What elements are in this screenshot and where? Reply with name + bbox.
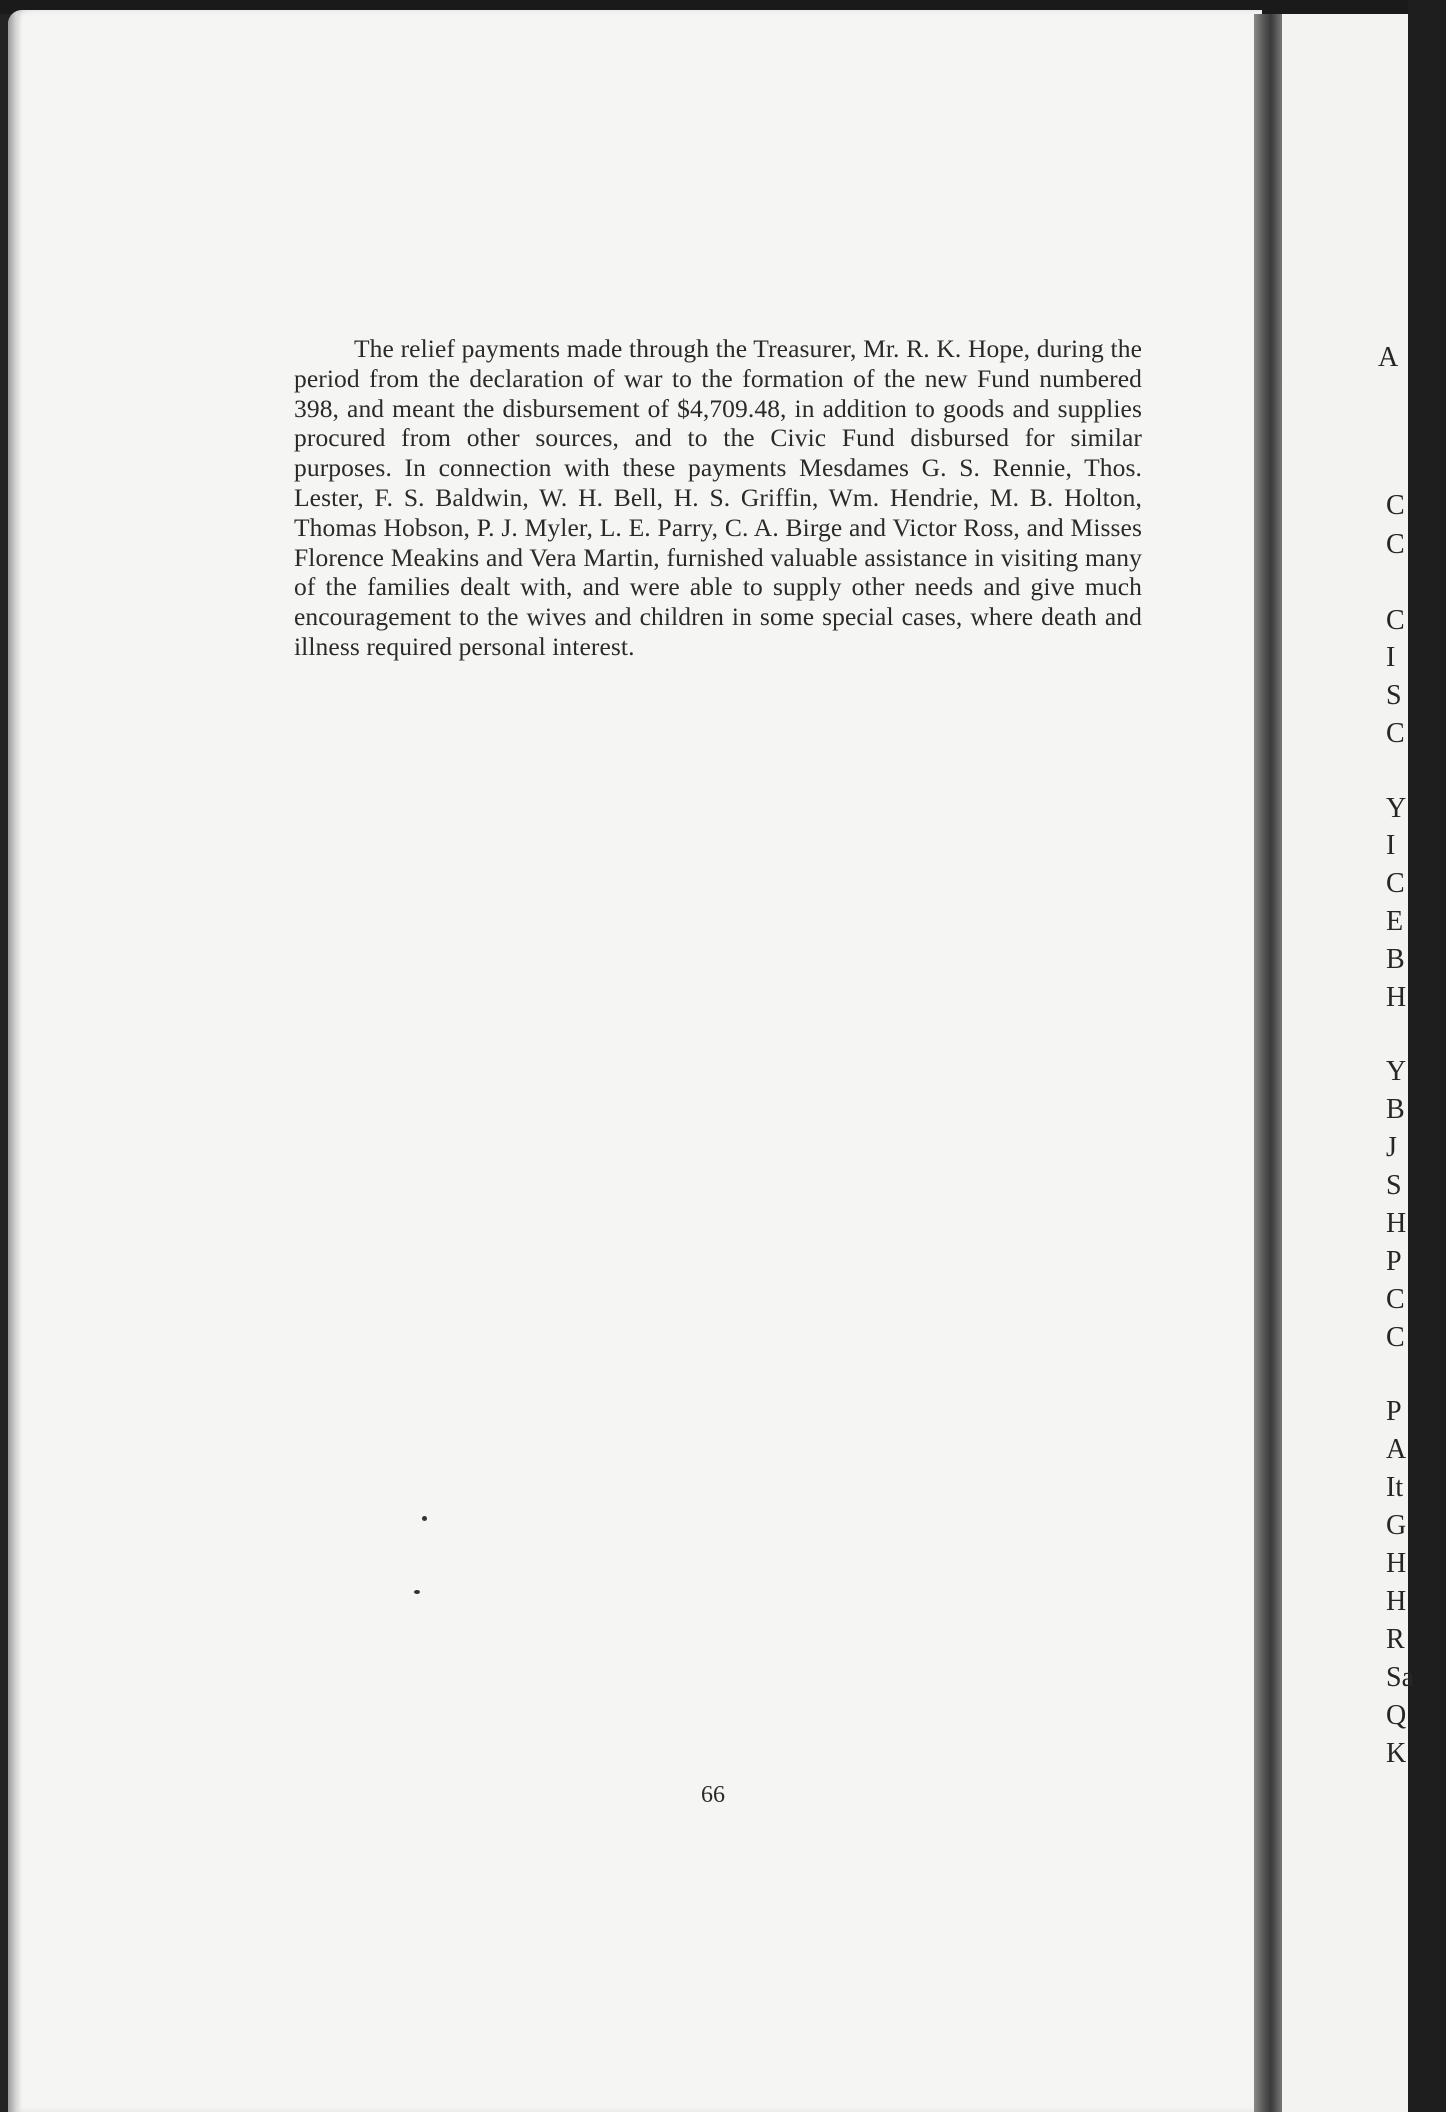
facing-fragment: A [1378,342,1399,373]
facing-fragment: H [1386,1586,1407,1617]
facing-fragment: Y [1386,793,1407,824]
facing-fragment: P [1386,1246,1402,1277]
facing-fragment: C [1386,1322,1405,1353]
facing-fragment: P [1386,1396,1402,1427]
facing-fragment: S [1386,1170,1402,1201]
body-paragraph: The relief payments made through the Treasurer, Mr. R. K. Hope, during the period from the declaration of war to the formation of the new Fund numbered 398, and meant the disbursement of $4,709.48, in addition to goods and supplies procured from other sources, and to the Civic Fund disbursed for similar purposes. In connection with these payments Mesdames G. S. Rennie, Thos. Lester, F. S. Baldwin, W. H. Bell, H. S. Griffin, Wm. Hendrie, M. B. Holton, Thomas Hobson, P. J. Myler, L. E. Parry, C. A. Birge and Victor Ross, and Misses Florence Meakins and Vera Martin, furnished valuable assistance in visiting many of the families dealt with, and were able to supply other needs and give much encouragement to the wives and children in some special cases, where death and illness required personal interest. [294,334,1142,661]
facing-fragment: C [1386,490,1405,521]
facing-fragment: E [1386,906,1404,937]
facing-fragment: It [1386,1472,1404,1503]
facing-fragment: Sa [1386,1662,1414,1693]
facing-page-text-fragments [1378,14,1446,2112]
facing-fragment: G [1386,1510,1407,1541]
ink-speck [414,1590,420,1594]
facing-fragment: C [1386,1284,1405,1315]
facing-fragment: I [1386,830,1396,861]
facing-fragment: C [1386,529,1405,560]
facing-fragment: J [1386,1132,1397,1163]
facing-fragment: C [1386,605,1405,636]
facing-fragment: H [1386,1548,1407,1579]
page-number: 66 [701,1782,725,1808]
facing-fragment: B [1386,944,1405,975]
facing-fragment: R [1386,1624,1405,1655]
facing-fragment: K [1386,1738,1407,1769]
facing-fragment: Y [1386,1056,1407,1087]
facing-fragment: H [1386,982,1407,1013]
book-gutter [1254,14,1282,2112]
facing-fragment: H [1386,1208,1407,1239]
facing-fragment: A [1386,1434,1407,1465]
facing-fragment: I [1386,642,1396,673]
facing-fragment: Q [1386,1700,1407,1731]
facing-fragment: C [1386,718,1405,749]
facing-fragment: S [1386,680,1402,711]
facing-page-edge [1282,14,1414,2112]
facing-fragment: C [1386,868,1405,899]
facing-fragment: B [1386,1094,1405,1125]
ink-speck [422,1516,427,1521]
